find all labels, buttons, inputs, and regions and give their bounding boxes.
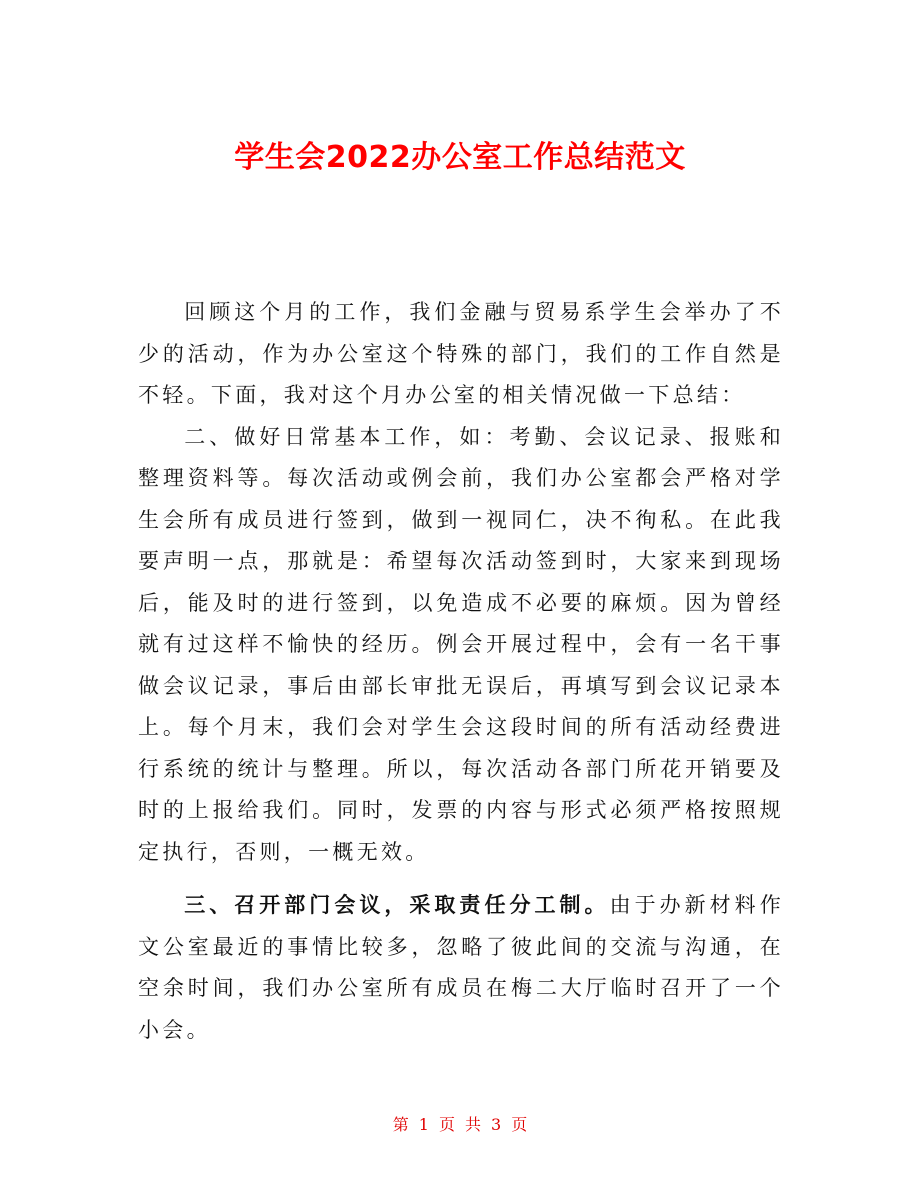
section-3-heading: 三、召开部门会议，采取责任分工制。 — [184, 892, 610, 917]
footer-page-word: 页 — [438, 1115, 455, 1134]
paragraph-section-3 — [138, 884, 784, 1051]
document-title: 学生会2022办公室工作总结范文 — [234, 140, 686, 176]
footer-total-pages: 3 — [491, 1115, 502, 1134]
document-body — [138, 292, 784, 1051]
footer-suffix: 页 — [511, 1115, 528, 1134]
paragraph-section-2: 二、做好日常基本工作，如：考勤、会议记录、报账和整理资料等。每次活动或例会前，我们办公室都会严格对学生会所有成员进行签到，做到一视同仁，决不徇私。在此我要声明一点，那就是：希望每次活动签到时，大家来到现场后，能及时的进行签到，以免造成不必要的麻烦。因为曾经就有过这样不愉快的经历。例会开展过程中，会有一名干事做会议记录，事后由部长审批无误后，再填写到会议记录本上。每个月末，我们会对学生会这段时间的所有活动经费进行系统的统计与整理。所以，每次活动各部门所花开销要及时的上报给我们。同时，发票的内容与形式必须严格按照规定执行，否则，一概无效。 — [138, 424, 784, 864]
paragraph-intro: 回顾这个月的工作，我们金融与贸易系学生会举办了不少的活动，作为办公室这个特殊的部门，我们的工作自然是不轻。下面，我对这个月办公室的相关情况做一下总结： — [138, 300, 784, 407]
section-3-text: 由于办新材料作文公室最近的事情比较多，忽略了彼此间的交流与沟通，在空余时间，我们办公室所有成员在梅二大厅临时召开了一个小会。 — [138, 893, 784, 1042]
footer-current-page: 1 — [418, 1115, 429, 1134]
page-footer — [0, 1113, 920, 1137]
footer-prefix: 第 — [392, 1115, 409, 1134]
footer-total-word: 共 — [465, 1115, 482, 1134]
